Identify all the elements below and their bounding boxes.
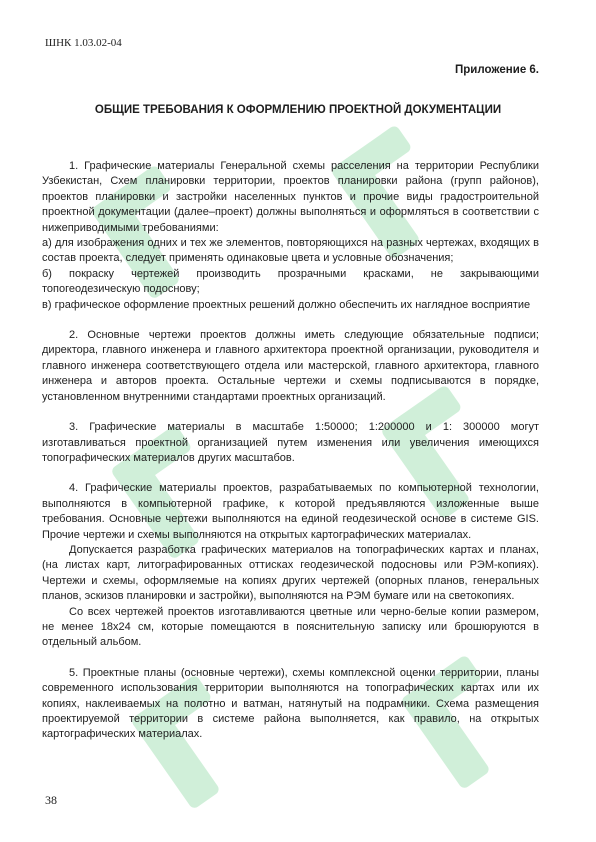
list-item-c: в) графическое оформление проектных решений должно обеспечить их наглядное восприятие — [42, 298, 531, 311]
page-number: 38 — [45, 793, 57, 807]
paragraph-1: 1. Графические материалы Генеральной схемы расселения на территории Республики Узбекистан, Схем планировки территории, проектов планировки района (групп районов), проектов планировки и застройки населенных пунктов и прочие виды градостроительной проектной документации (далее–проект) должны выполняться и оформляться в соответствии с нижеприводимыми требованиями: — [42, 160, 539, 234]
list-item-b: б) покраску чертежей производить прозрачными красками, не закрывающими топогеодезическую подоснову; — [42, 267, 539, 296]
paragraph-5: 5. Проектные планы (основные чертежи), схемы комплексной оценки территории, планы современного использования территории выполняются на топографических картах или их копиях, наклеиваемых на полотно и ватман, натянутый на подрамники. Схема размещения проектируемой территории в системе района выполняется, как правило, на открытых картографических материалах. — [42, 666, 539, 741]
paragraph-4: 4. Графические материалы проектов, разрабатываемых по компьютерной технологии, выполняются в компьютерной графике, к которой предъявляются изложенные выше требования. Основные чертежи выполняются на единой геодезической основе в системе GIS. Прочие чертежи и схемы выполняются на открытых картографических материалах. — [42, 482, 539, 541]
paragraph-3: 3. Графические материалы в масштабе 1:50000; 1:200000 и 1: 300000 могут изготавливаться проектной организацией путем изменения или увеличения имеющихся топографических материалов других масштабов. — [42, 421, 539, 464]
paragraph-4-copies: Со всех чертежей проектов изготавливаются цветные или черно-белые копии размером, не менее 18х24 см, которые помещаются в пояснительную записку или брошюруются в отдельный альбом. — [42, 605, 539, 649]
document-code: ШНК 1.03.02-04 — [45, 37, 122, 49]
document-body — [42, 159, 539, 743]
paragraph-4-continued: Допускается разработка графических материалов на топографических картах и планах, (на листах карт, литографированных оттисках геодезической подосновы или РЭМ-копиях). Чертежи и схемы, оформляемые на копиях других чертежей (опорных планов, генеральных планов, эскизов планировки и застройки), выполняются на РЭМ бумаге или на светокопиях. — [42, 543, 539, 603]
appendix-label: Приложение 6. — [455, 64, 539, 76]
page-title: ОБЩИЕ ТРЕБОВАНИЯ К ОФОРМЛЕНИЮ ПРОЕКТНОЙ ДОКУМЕНТАЦИИ — [94, 104, 502, 116]
paragraph-2: 2. Основные чертежи проектов должны иметь следующие обязательные подписи; директора, главного инженера и главного архитектора проектной организации, руководителя и главного инженера соответствующего отдела или мастерской, главного архитектора, главного инженера и авторов проекта. Остальные чертежи и схемы подписываются в порядке, установленном внутренними стандартами проектных организаций. — [42, 329, 539, 403]
list-item-a: а) для изображения одних и тех же элементов, повторяющихся на разных чертежах, входящих в состав проекта, следует применять одинаковые цвета и условные обозначения; — [42, 237, 539, 265]
